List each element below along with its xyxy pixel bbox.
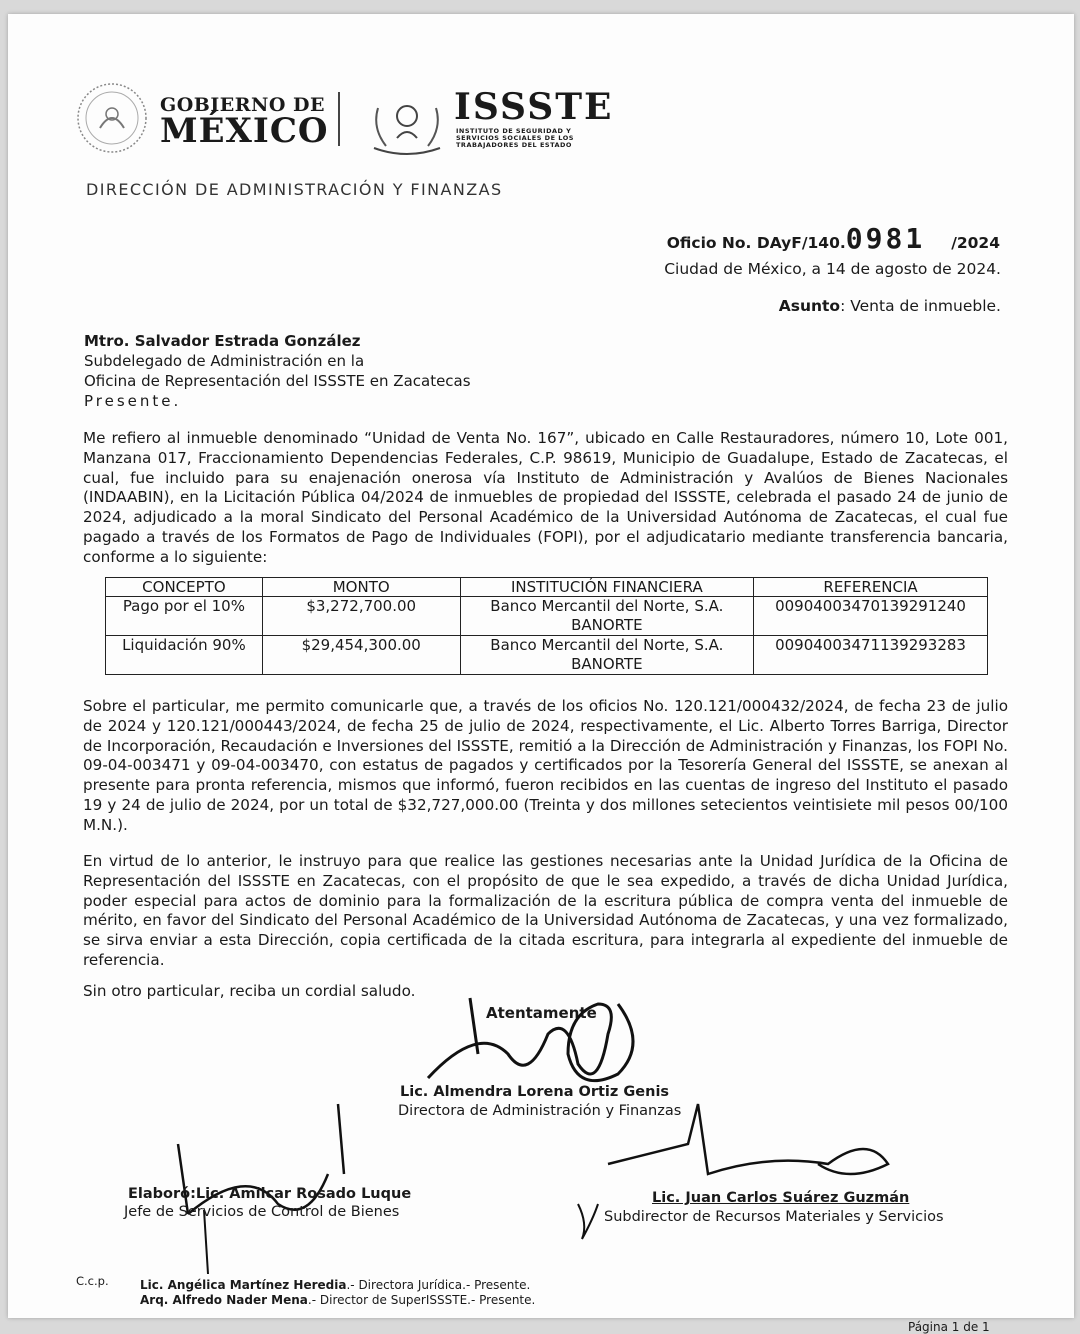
gobierno-line2: MÉXICO [160, 111, 329, 151]
firma2-person: Lic. Amilcar Rosado Luque [195, 1186, 412, 1202]
paragraph-3: En virtud de lo anterior, le instruyo para que realice las gestiones necesarias ante la Unidad Jurídica de la Oficina de Representación del ISSSTE en Zacatecas, con el propósito de que le sea expedido, a través de dicha Unidad Jurídica, poder especial para actos de dominio para la formalización de la escritura pública de compra venta del inmueble de mérito, en favor del Sindicato del Personal Académico de la Universidad Autónoma de Zacatecas, y una vez formalizado, se sirva enviar a esta Dirección, copia certificada de la citada escritura, para integrarla al expediente del inmueble de referencia. [83, 852, 1008, 969]
paragraph-1: Me refiero al inmueble denominado “Unidad de Venta No. 167”, ubicado en Calle Restauradores, número 10, Lote 001, Manzana 017, Fraccionamiento Dependencias Federales, C.P. 98619, Municipio de Guadalupe, Estado de Zacatecas, el cual, fue incluido para su enajenación onerosa vía Instituto de Administración y Avalúos de Bienes Nacionales (INDAABIN), en la Licitación Pública 04/2024 de inmuebles de propiedad del ISSSTE, celebrada el pasado 24 de junio de 2024, adjudicado a la moral Sindicato del Personal Académico de la Universidad Autónoma de Zacatecas, el cual fue pagado a través de los Formatos de Pago de Individuales (FOPI), por el adjudicatario mediante transferencia bancaria, conforme a lo siguiente: [83, 429, 1008, 566]
issste-subtitle: INSTITUTO DE SEGURIDAD Y SERVICIOS SOCIALES DE LOS TRABAJADORES DEL ESTADO [456, 127, 574, 149]
inst-line2: BANORTE [571, 616, 643, 634]
asunto-text: : Venta de inmueble. [840, 297, 1001, 315]
th-institucion: INSTITUCIÓN FINANCIERA [460, 578, 753, 597]
firma2-cargo: Jefe de Servicios de Control de Bienes [124, 1204, 400, 1220]
ccp-line1 [140, 1278, 530, 1292]
ccp2-name: Arq. Alfredo Nader Mena [140, 1293, 308, 1307]
paragraph-2: Sobre el particular, me permito comunicarle que, a través de los oficios No. 120.121/000432/2024, de fecha 23 de julio de 2024 y 120.121/000443/2024, de fecha 25 de julio de 2024, respectivamente, el Lic. Alberto Torres Barriga, Director de Incorporación, Recaudación e Inversiones del ISSSTE, remitió a la Dirección de Administración y Finanzas, los FOPI No. 09-04-003471 y 09-04-003470, con estatus de pagados y certificados por la Tesorería General del ISSSTE, se anexan al presente para pronta referencia, mismos que informó, fueron recibidos en las cuentas de ingreso del Instituto el pasado 19 y 24 de julio de 2024, por un total de $32,727,000.00 (Treinta y dos millones setecientos veintisiete mil pesos 00/100 M.N.). [83, 697, 1008, 834]
dest-line2: Oficina de Representación del ISSSTE en Zacatecas [84, 372, 471, 390]
document-page [8, 14, 1074, 1334]
oficio-year: /2024 [951, 234, 1000, 252]
cell-concepto: Pago por el 10% [106, 597, 263, 636]
cell-monto: $3,272,700.00 [262, 597, 460, 636]
inst-line1: Banco Mercantil del Norte, S.A. [490, 636, 724, 654]
ccp1-rest: .- Directora Jurídica.- Presente. [346, 1278, 531, 1292]
elaboro-label: Elaboró: [128, 1186, 196, 1202]
firma3-name: Lic. Juan Carlos Suárez Guzmán [652, 1190, 910, 1206]
asunto-label: Asunto [778, 297, 841, 315]
gobierno-line1: GOBIERNO DE [160, 94, 325, 116]
dest-line1: Subdelegado de Administración en la [84, 352, 365, 370]
firma1-cargo: Directora de Administración y Finanzas [398, 1103, 682, 1119]
dest-line3: Presente. [84, 392, 182, 410]
firma2-name [128, 1186, 411, 1202]
firma1-name: Lic. Almendra Lorena Ortiz Genis [400, 1084, 670, 1100]
ccp2-rest: .- Director de SuperISSSTE.- Presente. [307, 1293, 536, 1307]
fecha: Ciudad de México, a 14 de agosto de 2024. [664, 260, 1001, 278]
page-number: Página 1 de 1 [908, 1320, 990, 1334]
th-monto: MONTO [262, 578, 460, 597]
ccp-line2 [140, 1293, 535, 1307]
cell-monto: $29,454,300.00 [262, 636, 460, 675]
signature-strokes-icon [8, 14, 1074, 1318]
inst-line2: BANORTE [571, 655, 643, 673]
th-referencia: REFERENCIA [754, 578, 988, 597]
cell-referencia: 00904003471139293283 [754, 636, 988, 675]
inst-line1: Banco Mercantil del Norte, S.A. [490, 597, 724, 615]
oficio-label: Oficio No. DAyF/140. [666, 234, 846, 252]
paragraph-4: Sin otro particular, reciba un cordial saludo. [83, 982, 416, 1000]
oficio-num: 0981 [845, 222, 926, 255]
cell-concepto: Liquidación 90% [106, 636, 263, 675]
cell-referencia: 00904003470139291240 [754, 597, 988, 636]
firma3-cargo: Subdirector de Recursos Materiales y Servicios [604, 1209, 944, 1225]
ccp-label: C.c.p. [76, 1274, 109, 1288]
atentamente: Atentamente [486, 1004, 597, 1022]
direccion-heading: DIRECCIÓN DE ADMINISTRACIÓN Y FINANZAS [86, 180, 503, 199]
th-concepto: CONCEPTO [106, 578, 263, 597]
ccp1-name: Lic. Angélica Martínez Heredia [140, 1278, 347, 1292]
issste-title: ISSSTE [454, 86, 614, 128]
dest-name: Mtro. Salvador Estrada González [84, 332, 361, 350]
